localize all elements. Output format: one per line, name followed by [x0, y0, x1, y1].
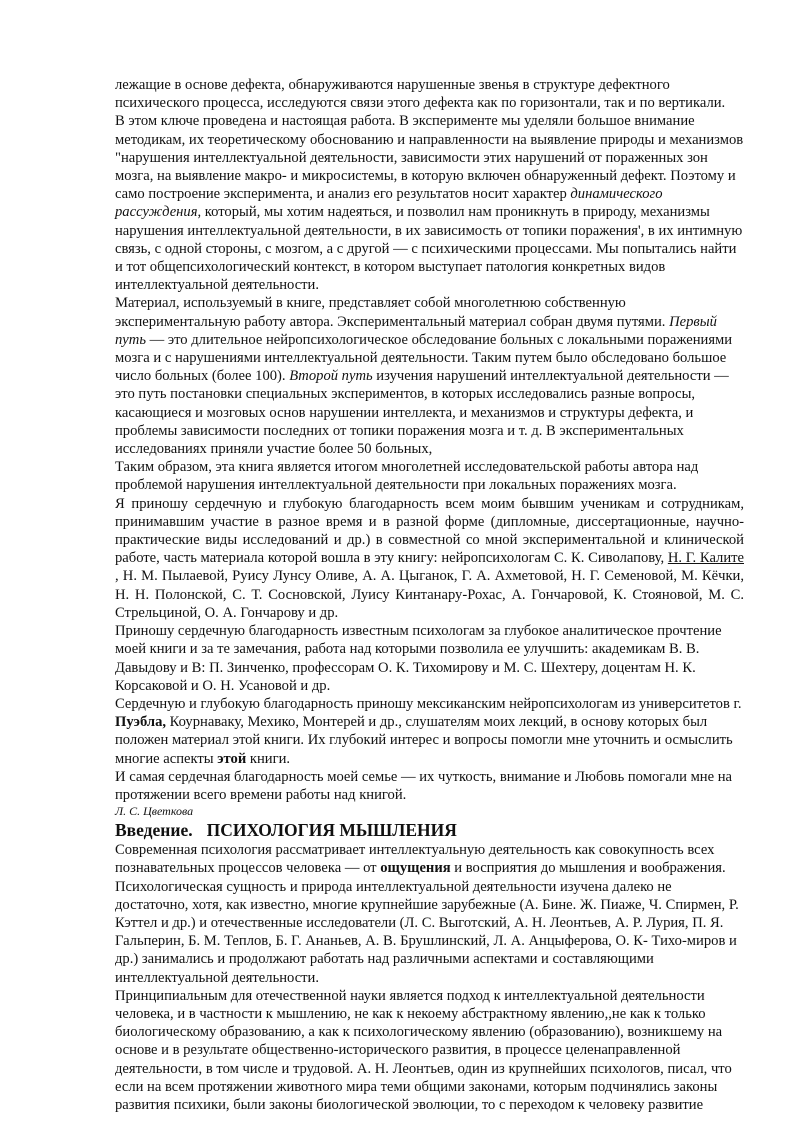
paragraph-summary: Таким образом, эта книга является итогом многолетней исследовательской работы автора над проблемой нарушения интеллектуальной деятельности при локальных поражениях мозга.	[115, 459, 699, 494]
text-run: Коурнаваку, Мехико, Монтерей и др., слушателям моих лекций, в основу которых был положен материал этой книги. Их глубокий интерес и вопросы помогли мне уточнить и осмыслить многие аспекты	[115, 714, 733, 767]
text-run: и восприятия до мышления и воображения. Психологическая сущность и природа интеллектуальной деятельности изучена далеко не достаточно, хотя, как известно, многие крупнейшие зарубежные (А. Бине. Ж. Пиаже, Ч. Спирмен, Р. Кэттел и др.) и отечественные исследователи (Л. С. Выготский, А. Н. Леонтьев, А. Р. Лурия, П. Я. Гальперин, Б. М. Теплов, Б. Г. Ананьев, А. В. Брушлинский, Л. А. Анцыферова, О. К- Тихо-миров и др.) занимались и продолжают работать над различными аспектами и составляющими интеллектуальной деятельности.	[115, 860, 739, 986]
text-run: Материал, используемый в книге, представляет собой многолетнюю собственную экспериментальную работу автора. Экспериментальный материал собран двумя путями.	[115, 295, 670, 330]
text-run: Сердечную и глубокую благодарность приношу мексиканским нейропсихологам из университетов г.	[115, 695, 742, 712]
paragraph-thanks-family: И самая сердечная благодарность моей семье — их чуткость, внимание и Любовь помогали мне на протяжении всего времени работы над книгой.	[115, 768, 733, 803]
paragraph-method	[115, 112, 744, 294]
author-signature: Л. С. Цветкова	[115, 804, 194, 819]
text-run: — это длительное нейропсихологическое обследование больных с локальными поражениями мозга и с нарушениями интеллектуальной деятельности. Таким путем было обследовано большое число больных (более 100).	[115, 331, 733, 385]
line: психического процесса, исследуются связи этого дефекта как по горизонтали, так и по вертикали.	[115, 95, 726, 112]
paragraph-continuation	[115, 76, 744, 112]
line: лежащие в основе дефекта, обнаруживаются нарушенные звенья в структуре дефектного	[115, 77, 670, 93]
text-run: изучения нарушений интеллектуальной деятельности — это путь постановки специальных экспериментов, в которых исследовались разные вопросы, касающиеся и мозговых основ нарушении интеллекта, и механизмов и структуры дефекта, и проблемы зависимости последних от топики поражения мозга и т. д. В экспериментальных исследованиях приняли участие более 50 больных,	[115, 368, 729, 458]
text-run: , который, мы хотим надеяться, и позволил нам проникнуть в природу, механизмы нарушения интеллектуальной деятельности, в их зависимость от топики поражения', в их интимную связь, с одной стороны, с мозгом, а с другой — с психическими процессами. Мы попытались найти и тот общепсихологический контекст, в котором выступает патология конкретных видов интеллектуальной деятельности.	[115, 204, 743, 294]
italic-term: Первый путь	[115, 313, 717, 348]
paragraph-thanks-mexico	[115, 695, 744, 768]
paragraph-thanks-psychologists: Приношу сердечную благодарность известным психологам за глубокое аналитическое прочтение моей книги и за те замечания, работа над которыми позволила ее улучшить: академикам В. В. Давыдову и В: П. Зинченко, профессорам О. К. Тихомирову и М. С. Шехтеру, доцентам Н. К. Корсаковой и О. Н. Усановой и др.	[115, 623, 722, 694]
text-run: Современная психология рассматривает интеллектуальную деятельность как совокупность всех познавательных процессов человека — от	[115, 842, 715, 877]
heading-label: Введение.	[115, 820, 193, 841]
underlined-name: Н. Г. Калите	[667, 550, 744, 567]
bold-term: этой	[217, 750, 247, 767]
text-run: книги.	[246, 750, 291, 767]
text-run: Я приношу сердечную и глубокую благодарность всем моим бывшим ученикам и сотрудникам, принимавшим участие в разное время и в разной форме (дипломные, диссертационные, научно-практические виды исследований и др.) в совместной со мной экспериментальной и клинической работе, часть материала которой вошла в эту книгу: нейропсихологам С. К. Сиволапову,	[115, 495, 744, 567]
italic-term: Второй путь	[289, 368, 373, 385]
paragraph-principle: Принципиальным для отечественной науки является подход к интеллектуальной деятельности человека, и в частности к мышлению, не как к некоему абстрактному явлению,,не как к только биологическому образованию, а как к психологическому явлению (образованию), возникшему на основе и в результате общественно-исторического развития, в процессе целенаправленной деятельности, в том числе и трудовой. А. Н. Леонтьев, один из крупнейших психологов, писал, что если на всем протяжении животного мира теми общими законами, которым подчинялись законы развития психики, были законы биологической эволюции, то с переходом к человеку развитие	[115, 987, 732, 1113]
bold-term: ощущения	[380, 860, 451, 877]
section-heading	[115, 819, 744, 841]
text-run: В этом ключе проведена и настоящая работа. В эксперименте мы уделяли большое внимание методикам, их теоретическому обоснованию и направленности на выявление природы и механизмов "нарушения интеллектуальной деятельности, зависимости этих нарушений от пораженных зон мозга, на выявление макро- и микросистемы, в которую включен обнаруженный дефект. Поэтому и само построение эксперимента, и анализ его результатов носит характер	[115, 113, 744, 203]
bold-term: Пуэбла,	[115, 714, 167, 731]
italic-term: динамического рассуждения	[115, 186, 663, 221]
paragraph-thanks-students	[115, 495, 744, 622]
paragraph-intro	[115, 841, 744, 987]
text-run: , Н. М. Пылаевой, Руису Лунсу Оливе, А. А. Цыганок, Г. А. Ахметовой, Н. Г. Семеновой, М. Кёчки, Н. Н. Полонской, С. Т. Сосновской, Луису Кинтанару-Рохас, А. Гончаровой, К. Стояновой, М. С. Стрельциной, О. А. Гончарову и др.	[115, 568, 744, 621]
heading-title: ПСИХОЛОГИЯ МЫШЛЕНИЯ	[206, 820, 457, 841]
paragraph-material	[115, 294, 744, 458]
